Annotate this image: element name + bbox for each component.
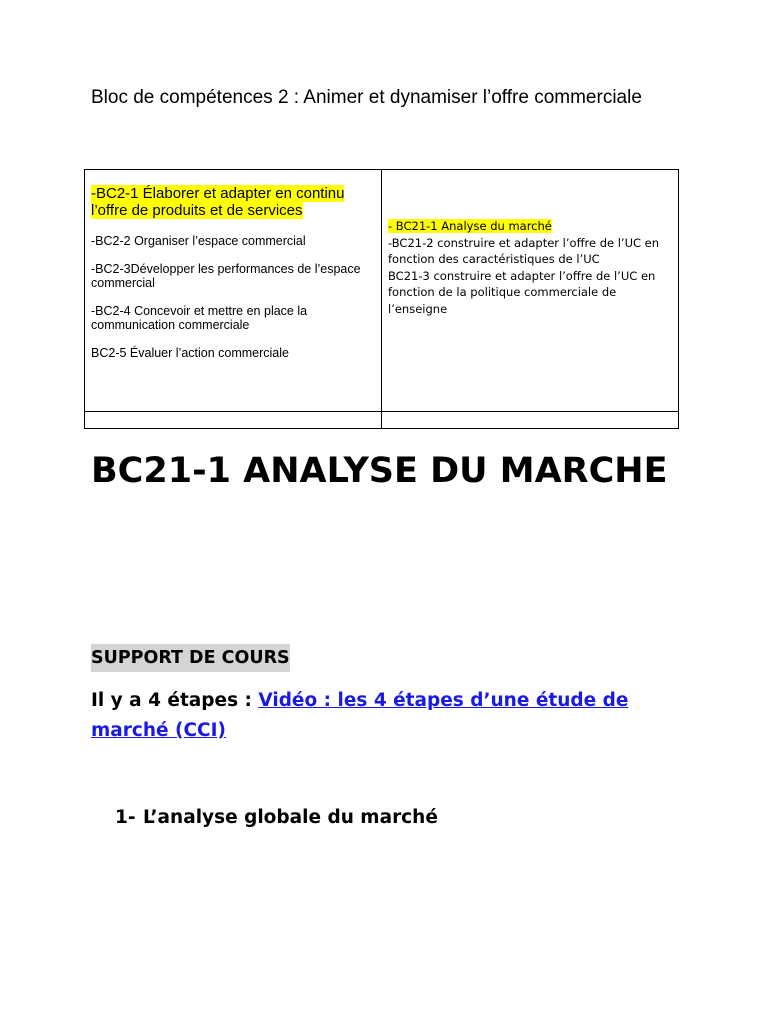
table-row: [85, 412, 679, 429]
section-heading: [115, 804, 438, 832]
table-cell-empty: [85, 412, 382, 429]
list-item: [388, 218, 672, 235]
highlighted-text: -BC2-1 Élaborer et adapter en continu l’offre de produits et de services: [91, 185, 345, 219]
list-item: BC21-3 construire et adapter l’offre de l’UC en fonction de la politique commerciale de l’enseigne: [388, 268, 656, 316]
etapes-prefix: Il y a 4 étapes :: [91, 690, 259, 711]
highlighted-text: - BC21-1 Analyse du marché: [388, 219, 552, 233]
competences-table: [84, 169, 679, 429]
page-title: BC21-1 ANALYSE DU MARCHE: [91, 451, 668, 491]
table-cell-sub-competences: [382, 170, 679, 412]
list-item: BC2-5 Évaluer l’action commerciale: [91, 346, 289, 360]
list-item: -BC2-3Développer les performances de l’espace commercial: [91, 262, 361, 290]
list-item: -BC2-4 Concevoir et mettre en place la communication commerciale: [91, 304, 308, 332]
list-item: -BC21-2 construire et adapter l’offre de l’UC en fonction des caractéristiques de l’UC: [388, 235, 660, 266]
list-item: -BC2-2 Organiser l’espace commercial: [91, 234, 306, 248]
list-item: [91, 185, 375, 219]
video-link[interactable]: Vidéo : les 4 étapes d’une étude de marché (CCI): [91, 690, 629, 741]
table-cell-competences: [85, 170, 382, 412]
table-row: [85, 170, 679, 412]
bloc-title: Bloc de compétences 2 : Animer et dynamiser l’offre commerciale: [91, 87, 642, 108]
etapes-paragraph: [91, 686, 681, 746]
section-number: 1-: [115, 807, 136, 828]
section-title: L’analyse globale du marché: [143, 807, 438, 828]
table-cell-empty: [382, 412, 679, 429]
support-label: SUPPORT DE COURS: [91, 644, 290, 672]
